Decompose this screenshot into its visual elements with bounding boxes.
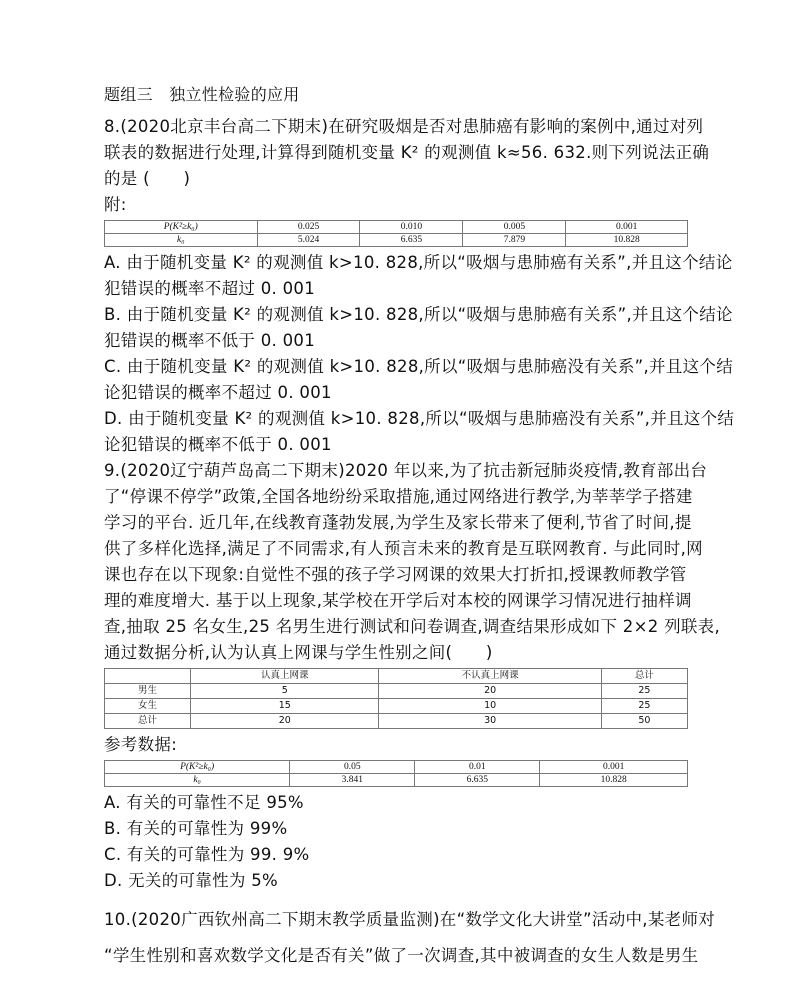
table-cell: 10.828 [566, 234, 688, 247]
q10-stem-line: 10.(2020广西钦州高二下期末教学质量监测)在“数学文化大讲堂”活动中,某老师对 [104, 910, 716, 929]
q9-stem-line: 供了多样化选择,满足了不同需求,有人预言未来的教育是互联网教育. 与此同时,网 [104, 539, 703, 558]
table-row-header: 总计 [105, 714, 191, 729]
table-cell: 0.010 [360, 221, 463, 234]
table-header-row [105, 669, 688, 684]
table-header-cell [105, 669, 191, 684]
table-cell: 6.635 [415, 774, 540, 787]
table-cell: 6.635 [360, 234, 463, 247]
q9-option-a: A. 有关的可靠性不足 95% [104, 793, 304, 812]
table-row-header: k₀ [105, 234, 258, 247]
q8-option-d-cont: 论犯错误的概率不低于 0. 001 [104, 435, 332, 454]
q9-reference-table [104, 760, 688, 787]
table-cell: 0.05 [290, 761, 415, 774]
table-cell: 3.841 [290, 774, 415, 787]
q9-stem-line: 学习的平台. 近几年,在线教育蓬勃发展,为学生及家长带来了便利,节省了时间,提 [104, 513, 692, 532]
table-row [105, 221, 688, 234]
table-header-cell: 不认真上网课 [379, 669, 601, 684]
table-cell: 25 [601, 684, 687, 699]
table-row-header: k₀ [105, 774, 290, 787]
q9-contingency-table [104, 668, 688, 729]
question-8 [104, 114, 735, 458]
q9-stem-line: 了“停课不停学”政策,全国各地纷纷采取措施,通过网络进行教学,为莘莘学子搭建 [104, 487, 693, 506]
q8-option-d: D. 由于随机变量 K² 的观测值 k>10. 828,所以“吸烟与患肺癌没有关系”,并且这个结 [104, 409, 735, 428]
q9-stem-line: 9.(2020辽宁葫芦岛高二下期末)2020 年以来,为了抗击新冠肺炎疫情,教育部出台 [104, 461, 708, 480]
q8-option-b: B. 由于随机变量 K² 的观测值 k>10. 828,所以“吸烟与患肺癌有关系”,并且这个结论 [104, 305, 733, 324]
table-row [105, 234, 688, 247]
table-cell: 25 [601, 699, 687, 714]
table-cell: 0.005 [463, 221, 566, 234]
question-10 [104, 902, 716, 974]
table-cell: 5 [191, 684, 379, 699]
table-row [105, 699, 688, 714]
table-cell: 0.001 [540, 761, 688, 774]
table-cell: 7.879 [463, 234, 566, 247]
table-row-header: P(K²≥k₀) [105, 761, 290, 774]
document-page [104, 82, 735, 974]
q8-option-c-cont: 论犯错误的概率不超过 0. 001 [104, 383, 332, 402]
table-cell: 10.828 [540, 774, 688, 787]
q8-stem-line: 联表的数据进行处理,计算得到随机变量 K² 的观测值 k≈56. 632.则下列说法正确 [104, 143, 710, 162]
q8-option-a: A. 由于随机变量 K² 的观测值 k>10. 828,所以“吸烟与患肺癌有关系”,并且这个结论 [104, 253, 733, 272]
section-title: 题组三 独立性检验的应用 [104, 85, 300, 104]
table-cell: 0.001 [566, 221, 688, 234]
table-row [105, 774, 688, 787]
q8-stem-line: 8.(2020北京丰台高二下期末)在研究吸烟是否对患肺癌有影响的案例中,通过对列 [104, 117, 704, 136]
table-row [105, 684, 688, 699]
table-cell: 0.025 [257, 221, 360, 234]
q8-stem-line: 的是 ( ) [104, 169, 191, 188]
q9-reference-label: 参考数据: [104, 735, 178, 754]
table-cell: 20 [191, 714, 379, 729]
q9-stem-line: 课也存在以下现象:自觉性不强的孩子学习网课的效果大打折扣,授课教师教学管 [104, 565, 687, 584]
table-cell: 20 [379, 684, 601, 699]
q8-option-c: C. 由于随机变量 K² 的观测值 k>10. 828,所以“吸烟与患肺癌没有关系”,并且这个结 [104, 357, 734, 376]
table-row [105, 714, 688, 729]
table-cell: 50 [601, 714, 687, 729]
q9-option-d: D. 无关的可靠性为 5% [104, 871, 279, 890]
q8-appendix-label: 附: [104, 195, 127, 214]
q9-option-c: C. 有关的可靠性为 99. 9% [104, 845, 310, 864]
table-cell: 0.01 [415, 761, 540, 774]
table-row-header: 男生 [105, 684, 191, 699]
q8-critical-value-table [104, 220, 688, 247]
table-cell: 5.024 [257, 234, 360, 247]
table-row-header: 女生 [105, 699, 191, 714]
q9-stem-line: 查,抽取 25 名女生,25 名男生进行测试和问卷调查,调查结果形成如下 2×2 列联表, [104, 617, 721, 636]
table-header-cell: 认真上网课 [191, 669, 379, 684]
table-cell: 15 [191, 699, 379, 714]
q8-option-b-cont: 犯错误的概率不低于 0. 001 [104, 331, 316, 350]
question-9 [104, 458, 721, 894]
q9-stem-line: 通过数据分析,认为认真上网课与学生性别之间( ) [104, 643, 493, 662]
table-header-cell: 总计 [601, 669, 687, 684]
q10-stem-line: “学生性别和喜欢数学文化是否有关”做了一次调查,其中被调查的女生人数是男生 [104, 946, 699, 965]
table-cell: 30 [379, 714, 601, 729]
table-row-header: P(K²≥k₀) [105, 221, 258, 234]
table-row [105, 761, 688, 774]
q9-option-b: B. 有关的可靠性为 99% [104, 819, 288, 838]
q8-option-a-cont: 犯错误的概率不超过 0. 001 [104, 279, 316, 298]
table-cell: 10 [379, 699, 601, 714]
q9-stem-line: 理的难度增大. 基于以上现象,某学校在开学后对本校的网课学习情况进行抽样调 [104, 591, 692, 610]
